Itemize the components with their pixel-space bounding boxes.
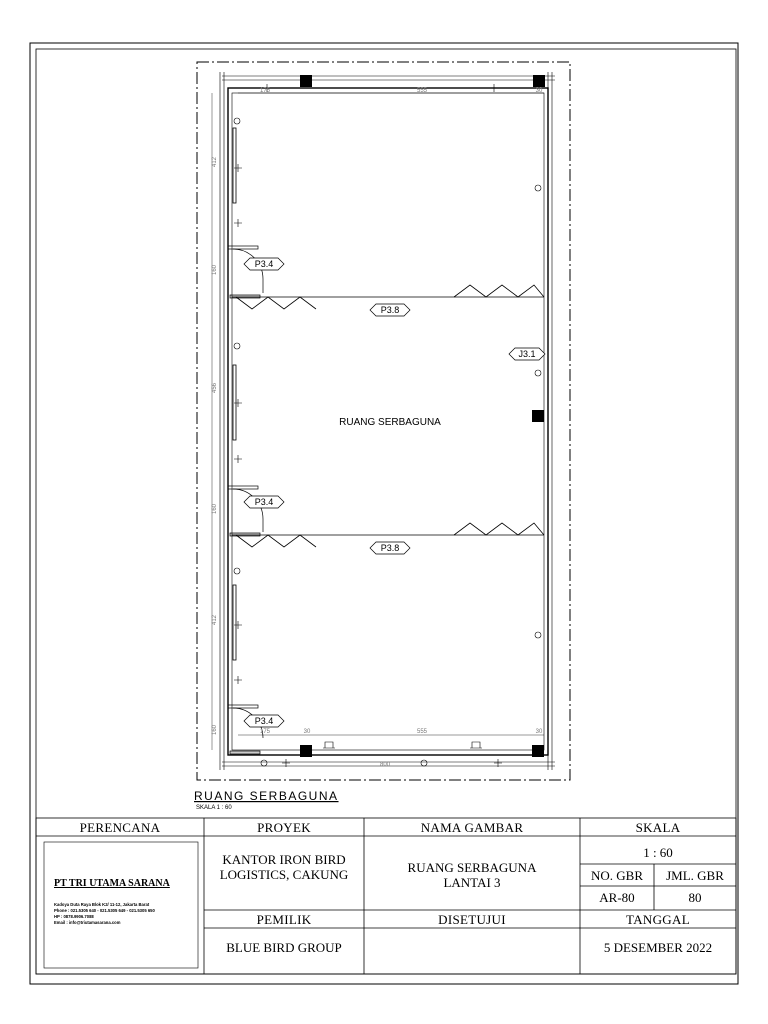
- no-gbr-value: AR-80: [599, 890, 635, 905]
- disetujui-label: DISETUJUI: [438, 912, 506, 927]
- no-gbr-label: NO. GBR: [590, 868, 643, 883]
- nama-gambar-label: NAMA GAMBAR: [420, 820, 524, 835]
- company-hp: HP : 0878.9906.7088: [54, 914, 94, 919]
- pemilik-value: BLUE BIRD GROUP: [226, 940, 342, 955]
- tag-p34-middle: P3.4: [254, 497, 274, 507]
- tag-p34-lower: P3.4: [254, 716, 274, 726]
- wall-panels: [233, 128, 236, 660]
- proyek-line-1: KANTOR IRON BIRD: [222, 852, 346, 867]
- tag-p34-upper: P3.4: [254, 259, 274, 269]
- tag-j31: J3.1: [518, 349, 536, 359]
- proyek-label: PROYEK: [257, 820, 311, 835]
- jml-gbr-value: 80: [688, 890, 702, 905]
- dim-left-456: 456: [212, 382, 218, 394]
- dim-bottom-30-right: 30: [535, 729, 543, 735]
- dim-top-175: 175: [259, 88, 271, 94]
- dim-left-412-b: 412: [212, 614, 218, 626]
- dim-bottom-175: 175: [259, 729, 271, 735]
- dim-left-160-b: 160: [212, 503, 218, 515]
- dim-bottom-800: 800: [379, 762, 391, 768]
- skala-value: 1 : 60: [643, 845, 673, 860]
- jml-gbr-label: JML. GBR: [666, 868, 724, 883]
- company-email: Email : info@triutamasarana.com: [54, 920, 121, 925]
- tag-p38-lower: P3.8: [380, 543, 400, 553]
- tag-p38-upper: P3.8: [380, 305, 400, 315]
- company-address: Kadoya Duta Raya Blok K2/ 11-12, Jakarta Barat: [54, 902, 150, 907]
- tag-balloons: [244, 258, 545, 727]
- dim-bottom-555: 555: [416, 729, 428, 735]
- drawing-caption-title: RUANG SERBAGUNA: [194, 789, 339, 803]
- dim-bottom-30: 30: [303, 729, 311, 735]
- dim-top-30: 30: [535, 88, 543, 94]
- title-block: [36, 818, 736, 974]
- perencana-label: PERENCANA: [79, 820, 161, 835]
- dim-left-160-a: 160: [212, 264, 218, 276]
- dim-left-412: 412: [212, 156, 218, 168]
- tanggal-value: 5 DESEMBER 2022: [603, 940, 713, 955]
- pemilik-label: PEMILIK: [256, 912, 312, 927]
- structural-columns: [300, 75, 545, 757]
- nama-gambar-line-2: LANTAI 3: [443, 875, 501, 890]
- drawing-caption-scale: SKALA 1 : 60: [196, 805, 232, 811]
- tanggal-label: TANGGAL: [626, 912, 690, 927]
- dim-left-160-c: 160: [212, 724, 218, 736]
- company-name: PT TRI UTAMA SARANA: [54, 878, 170, 889]
- folding-partitions: [236, 285, 544, 547]
- skala-label: SKALA: [635, 820, 681, 835]
- nama-gambar-line-1: RUANG SERBAGUNA: [407, 860, 537, 875]
- proyek-line-2: LOGISTICS, CAKUNG: [219, 867, 349, 882]
- dim-top-555: 555: [416, 88, 428, 94]
- company-phone: Phone : 021.5305 640 - 021.5305 649 - 021.5305 650: [54, 908, 155, 913]
- room-label: RUANG SERBAGUNA: [339, 417, 441, 428]
